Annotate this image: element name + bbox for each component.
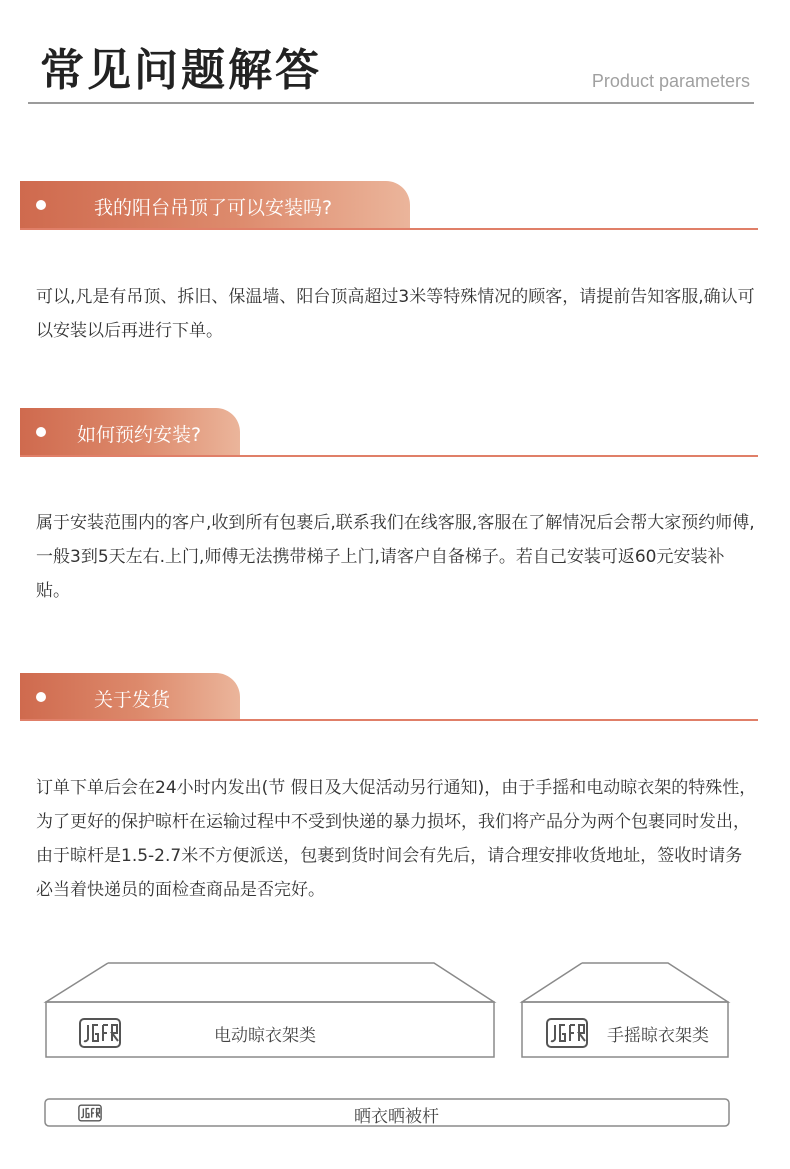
faq-divider-3: [20, 719, 758, 721]
brand-logo-icon: [78, 1015, 122, 1051]
faq-question-3: 关于发货: [94, 689, 171, 711]
faq-divider-1: [20, 228, 758, 230]
page-title: 常见问题解答: [40, 45, 322, 96]
bullet-dot-icon: [36, 427, 46, 437]
faq-answer-1: 可以,凡是有吊顶、拆旧、保温墙、阳台顶高超过3米等特殊情况的顾客，请提前告知客服,确认可以安装以后再进行下单。: [36, 287, 755, 341]
faq-answer-3: 订单下单后会在24小时内发出(节 假日及大促活动另行通知)，由于手摇和电动晾衣架的特殊性，为了更好的保护晾杆在运输过程中不受到快递的暴力损坏，我们将产品分为两个包裹同时发出，由于晾杆是1.5-2.7米不方便派送，包裹到货时间会有先后，请合理安排收货地址，签收时请务必当着快递员的面检查商品是否完好。: [36, 778, 757, 900]
electric-package-label: 电动晾衣架类: [214, 1026, 316, 1046]
brand-logo-icon: [545, 1015, 589, 1051]
faq-question-bar-3: [20, 673, 240, 721]
bullet-dot-icon: [36, 200, 46, 210]
page-subtitle: Product parameters: [591, 71, 750, 91]
manual-package-label: 手摇晾衣架类: [607, 1026, 709, 1046]
faq-question-bar-2: [20, 408, 240, 456]
title-divider: [28, 102, 754, 104]
bullet-dot-icon: [36, 692, 46, 702]
faq-answer-2: 属于安装范围内的客户,收到所有包裹后,联系我们在线客服,客服在了解情况后会帮大家预约师傅,一般3到5天左右.上门,师傅无法携带梯子上门,请客户自备梯子。若自己安装可返60元安装补贴。: [36, 513, 755, 601]
faq-question-1: 我的阳台吊顶了可以安装吗?: [94, 197, 333, 219]
faq-question-2: 如何预约安装?: [77, 424, 202, 446]
faq-question-bar-1: [20, 181, 410, 229]
faq-divider-2: [20, 455, 758, 457]
pole-package-label: 晒衣晒被杆: [354, 1107, 439, 1127]
brand-logo-small-icon: [77, 1103, 103, 1123]
